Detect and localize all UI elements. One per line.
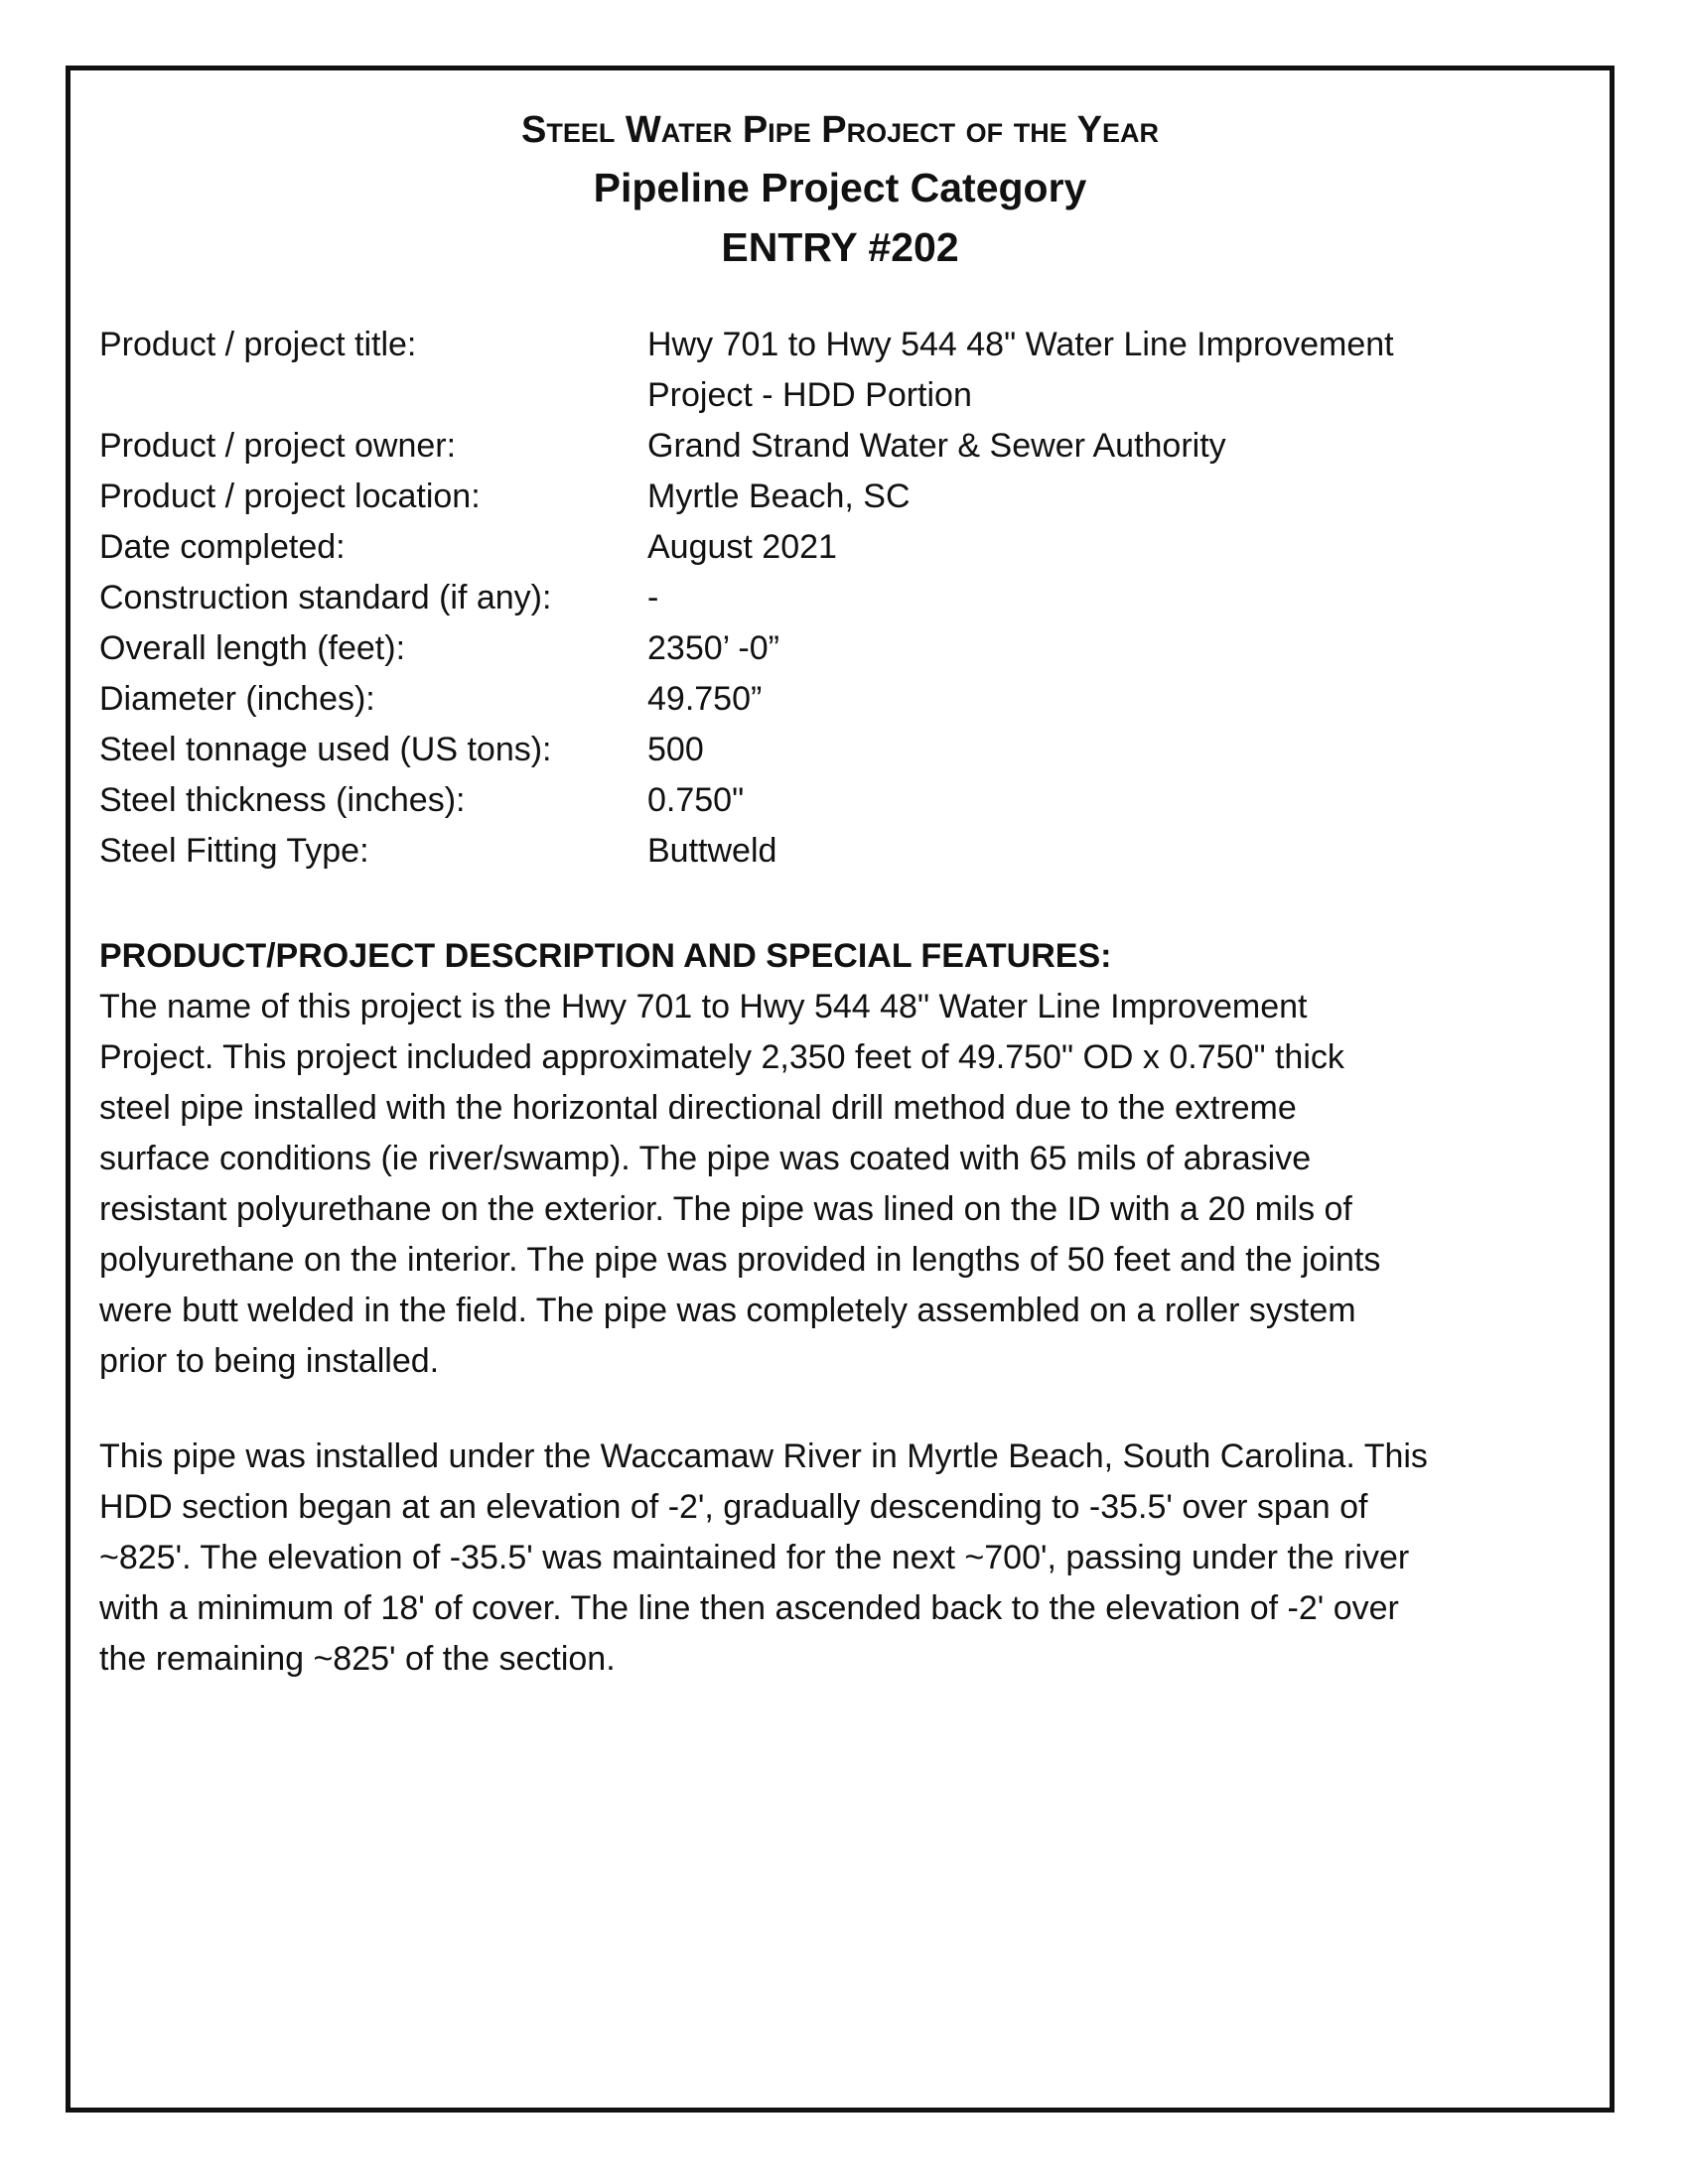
field-label: Construction standard (if any):: [99, 579, 552, 616]
entry-number: ENTRY #202: [721, 224, 959, 270]
description-paragraph-1: The name of this project is the Hwy 701 to Hwy 544 48" Water Line Improvement Project. This project included approximately 2,350 feet of 49.750" OD x 0.750" thick steel pipe installed with the horizontal directional drill method due to the extreme surface conditions (ie river/swamp). The pipe was coated with 65 mils of abrasive resistant polyurethane on the exterior. The pipe was lined on the ID with a 20 mils of polyurethane on the interior. The pipe was provided in lengths of 50 feet and the joints were butt welded in the field. The pipe was completely assembled on a roller system prior to being installed.: [99, 988, 1381, 1380]
field-row-fitting-type: [99, 826, 1579, 877]
project-fields: [99, 320, 1579, 877]
field-row-steel-tonnage: [99, 725, 1579, 775]
field-row-overall-length: [99, 623, 1579, 674]
field-row-location: [99, 472, 1579, 522]
field-label: Product / project location:: [99, 478, 481, 515]
field-value: 500: [647, 731, 704, 768]
field-value: Hwy 701 to Hwy 544 48" Water Line Improvement Project - HDD Portion: [647, 326, 1394, 414]
field-label: Steel Fitting Type:: [99, 832, 369, 870]
description-paragraph-2: This pipe was installed under the Waccamaw River in Myrtle Beach, South Carolina. This HDD section began at an elevation of -2', gradually descending to -35.5' over span of ~825'. The elevation of -35.5' was maintained for the next ~700', passing under the river with a minimum of 18' of cover. The line then ascended back to the elevation of -2' over the remaining ~825' of the section.: [99, 1437, 1428, 1678]
field-row-title: [99, 320, 1579, 421]
field-value: -: [647, 579, 659, 616]
field-row-construction-standard: [99, 573, 1579, 623]
field-label: Diameter (inches):: [99, 680, 375, 718]
field-row-owner: [99, 421, 1579, 472]
field-label: Product / project title:: [99, 326, 417, 363]
field-value: Myrtle Beach, SC: [647, 478, 911, 515]
field-row-steel-thickness: [99, 775, 1579, 826]
field-row-diameter: [99, 674, 1579, 725]
field-label: Steel thickness (inches):: [99, 781, 466, 819]
category-title: Pipeline Project Category: [593, 165, 1087, 210]
field-value: 49.750”: [647, 680, 763, 718]
award-title: Steel Water Pipe Project of the Year: [521, 109, 1159, 151]
field-value: Grand Strand Water & Sewer Authority: [647, 427, 1226, 465]
field-label: Steel tonnage used (US tons):: [99, 731, 552, 768]
field-label: Date completed:: [99, 528, 346, 566]
field-value: 2350’ -0”: [647, 629, 779, 667]
field-label: Product / project owner:: [99, 427, 457, 465]
field-value: Buttweld: [647, 832, 777, 870]
field-row-date-completed: [99, 522, 1579, 573]
field-value: 0.750": [647, 781, 745, 819]
description-heading: PRODUCT/PROJECT DESCRIPTION AND SPECIAL FEATURES:: [99, 937, 1112, 975]
field-value: August 2021: [647, 528, 837, 566]
field-label: Overall length (feet):: [99, 629, 406, 667]
